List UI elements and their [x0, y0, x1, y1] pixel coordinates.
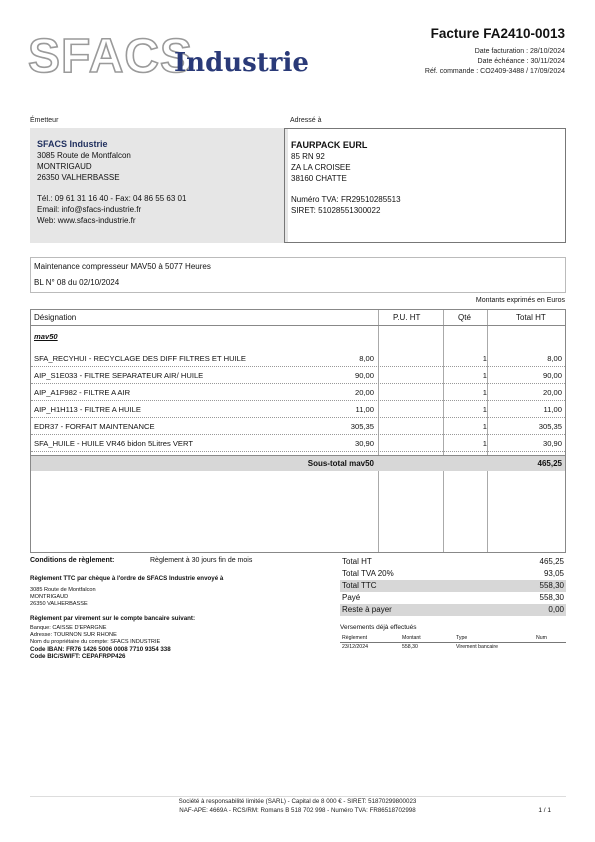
subtotal-row	[31, 455, 565, 471]
payment-date: 23/12/2024	[342, 644, 368, 650]
payments-block	[340, 624, 566, 651]
col-total: Total HT	[516, 313, 546, 322]
recipient-name: FAURPACK EURL	[291, 140, 368, 150]
item-quantity: 1	[482, 388, 487, 397]
col-unit-price: P.U. HT	[393, 313, 421, 322]
item-quantity: 1	[482, 405, 487, 414]
emitter-website: Web: www.sfacs-industrie.fr	[37, 216, 136, 225]
payments-header	[340, 634, 566, 643]
item-quantity: 1	[482, 422, 487, 431]
footer-divider	[30, 796, 566, 797]
emitter-email: Email: info@sfacs-industrie.fr	[37, 205, 142, 214]
bank-address: Adresse: TOURNON SUR RHONE	[30, 632, 117, 638]
payment-amount: 558,30	[402, 644, 418, 650]
items-table	[30, 309, 566, 553]
total-label: Payé	[342, 593, 361, 602]
conditions-value: Règlement à 30 jours fin de mois	[150, 557, 253, 564]
item-designation: SFA_RECYHUI - RECYCLAGE DES DIFF FILTRES ET HUILE	[34, 354, 246, 363]
cheque-address-line: 26350 VALHERBASSE	[30, 601, 88, 607]
payment-row	[340, 643, 566, 651]
total-row	[340, 580, 566, 592]
footer-registration-line: NAF-APE: 4669A - RCS/RM: Romans B 518 702 998 - Numéro TVA: FR86518702998	[179, 807, 416, 814]
invoice-date: Date facturation : 28/10/2024	[474, 48, 565, 55]
table-header	[31, 310, 565, 326]
emitter-label: Émetteur	[30, 117, 59, 124]
payment-conditions	[30, 557, 330, 660]
emitter-name: SFACS Industrie	[37, 139, 108, 149]
logo-wordmark: SFACS	[28, 30, 194, 83]
page-number: 1 / 1	[538, 807, 551, 814]
payments-title: Versements déjà effectués	[340, 624, 417, 631]
recipient-box	[284, 128, 566, 243]
cheque-address-line: MONTRIGAUD	[30, 594, 69, 600]
emitter-address-line: 26350 VALHERBASSE	[37, 173, 120, 182]
payments-col: Num	[536, 635, 547, 641]
item-unit-price: 90,00	[354, 371, 374, 380]
emitter-phone: Tél.: 09 61 31 16 40 - Fax: 04 86 55 63 01	[37, 194, 187, 203]
invoice-title: Facture FA2410-0013	[430, 26, 565, 41]
totals-block	[340, 556, 566, 616]
item-designation: AIP_S1E033 - FILTRE SEPARATEUR AIR/ HUILE	[34, 371, 204, 380]
item-designation: SFA_HUILE - HUILE VR46 bidon 5Litres VERT	[34, 439, 193, 448]
item-total: 11,00	[543, 405, 562, 414]
total-row	[340, 556, 566, 568]
item-total: 8,00	[547, 354, 562, 363]
recipient-siret: SIRET: 51028551300022	[291, 206, 381, 215]
bank-name: Banque: CAISSE D'EPARGNE	[30, 625, 107, 631]
cheque-address-line: 3085 Route de Montfalcon	[30, 587, 96, 593]
invoice-due-date: Date échéance : 30/11/2024	[477, 58, 565, 65]
table-row	[31, 434, 565, 452]
payment-type: Virement bancaire	[456, 644, 499, 650]
emitter-address-line: 3085 Route de Montfalcon	[37, 151, 131, 160]
subtotal-label: Sous-total mav50	[307, 459, 374, 468]
item-unit-price: 20,00	[354, 388, 374, 397]
emitter-address-line: MONTRIGAUD	[37, 162, 92, 171]
emitter-details	[37, 139, 186, 226]
col-designation: Désignation	[34, 313, 77, 322]
group-label: mav50	[34, 332, 58, 341]
recipient-vat: Numéro TVA: FR29510285513	[291, 195, 401, 204]
total-label: Total TVA 20%	[342, 569, 394, 578]
cheque-title: Règlement TTC par chèque à l'ordre de SFACS Industrie envoyé à	[30, 575, 224, 582]
delivery-note-line: BL N° 08 du 02/10/2024	[34, 278, 120, 287]
total-value: 93,05	[543, 569, 564, 578]
item-designation: AIP_H1H113 - FILTRE A HUILE	[34, 405, 141, 414]
total-value: 558,30	[539, 593, 564, 602]
bic-swift: Code BIC/SWIFT: CEPAFRPP426	[30, 653, 126, 660]
item-unit-price: 11,00	[355, 405, 374, 414]
item-unit-price: 8,00	[359, 354, 374, 363]
payments-col: Montant	[402, 635, 421, 641]
payments-col: Règlement	[342, 635, 368, 641]
total-value: 465,25	[539, 557, 564, 566]
col-quantity: Qté	[458, 313, 471, 322]
item-quantity: 1	[482, 354, 487, 363]
item-total: 90,00	[542, 371, 562, 380]
table-row	[31, 349, 565, 367]
item-quantity: 1	[482, 371, 487, 380]
company-logo	[28, 30, 309, 83]
item-total: 20,00	[542, 388, 562, 397]
payments-col: Type	[456, 635, 468, 641]
subject-line: Maintenance compresseur MAV50 à 5077 Heures	[34, 262, 211, 271]
item-total: 30,90	[542, 439, 562, 448]
total-label: Total TTC	[342, 581, 377, 590]
total-label: Reste à payer	[342, 605, 392, 614]
currency-note: Montants exprimés en Euros	[475, 297, 565, 304]
item-quantity: 1	[482, 439, 487, 448]
item-designation: AIP_A1F982 - FILTRE A AIR	[34, 388, 131, 397]
conditions-label: Conditions de règlement:	[30, 557, 115, 564]
subtotal-value: 465,25	[537, 459, 562, 468]
recipient-label: Adressé à	[290, 117, 322, 124]
footer-legal-line: Société à responsabilité limitée (SARL) - Capital de 8 000 € - SIRET: 51870299800023	[178, 798, 417, 805]
table-row	[31, 400, 565, 418]
item-unit-price: 30,90	[354, 439, 374, 448]
total-value: 0,00	[548, 605, 564, 614]
item-unit-price: 305,35	[350, 422, 374, 431]
recipient-address-line: 38160 CHATTE	[291, 174, 347, 183]
total-value: 558,30	[539, 581, 564, 590]
total-row	[340, 568, 566, 580]
emitter-box	[30, 128, 288, 243]
invoice-subject	[30, 257, 566, 293]
total-row	[340, 604, 566, 616]
recipient-address-line: ZA LA CROISEE	[291, 163, 351, 172]
order-reference: Réf. commande : CO2409-3488 / 17/09/2024	[424, 68, 565, 75]
table-row	[31, 366, 565, 384]
total-label: Total HT	[342, 557, 372, 566]
item-total: 305,35	[538, 422, 562, 431]
group-row	[31, 327, 565, 349]
table-row	[31, 383, 565, 401]
recipient-details	[291, 140, 401, 216]
recipient-address-line: 85 RN 92	[291, 152, 325, 161]
table-row	[31, 417, 565, 435]
logo-subtitle: Industrie	[174, 48, 309, 78]
account-holder: Nom du propriétaire du compte: SFACS INDUSTRIE	[30, 639, 161, 645]
item-designation: EDR37 - FORFAIT MAINTENANCE	[34, 422, 155, 431]
total-row	[340, 592, 566, 604]
transfer-title: Règlement par virement sur le compte bancaire suivant:	[30, 615, 196, 622]
iban: Code IBAN: FR76 1426 5006 0008 7710 9354 338	[30, 646, 171, 653]
